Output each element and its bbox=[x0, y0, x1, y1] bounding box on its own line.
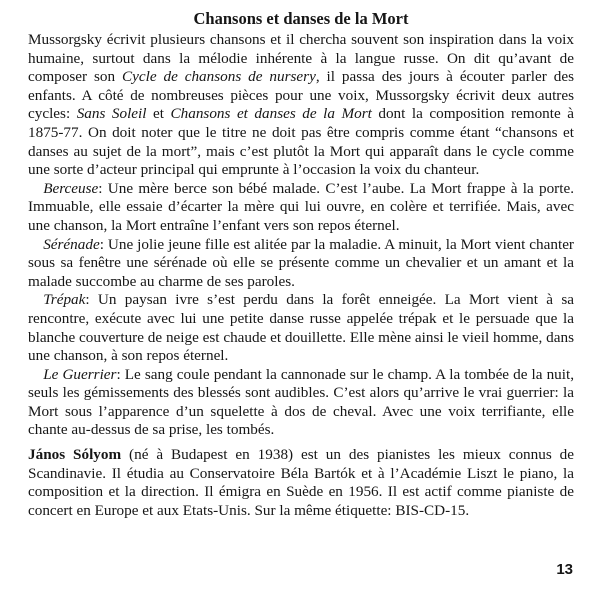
song-paragraph-berceuse bbox=[28, 180, 574, 236]
song-title: Le Guerrier bbox=[43, 365, 117, 383]
artist-name: János Sólyom bbox=[28, 446, 122, 464]
page-number: 13 bbox=[556, 561, 573, 578]
song-paragraph-guerrier bbox=[28, 366, 574, 440]
intro-text-2: , il passa des jours à écouter parler des enfants. A côté de nombreuses pièces pour une voix, Mussorgsky écrivit deux autres cycles: bbox=[28, 68, 574, 123]
work-title-chansons-danses: Chansons et danses de la Mort bbox=[170, 105, 372, 123]
intro-text-3: et bbox=[146, 105, 171, 123]
song-description: : Un paysan ivre s’est perdu dans la forêt enneigée. La Mort vient à sa rencontre, exécute avec lui une petite danse russe appelée trépak et le persuade que la blanche couverture de neige est chaude et douillette. Elle mène ainsi le vieil homme, dans une chanson, à son repos éternel. bbox=[28, 291, 574, 365]
section-title: Chansons et danses de la Mort bbox=[193, 9, 409, 28]
song-title: Berceuse bbox=[43, 179, 99, 197]
booklet-page bbox=[28, 8, 574, 520]
work-title-sans-soleil: Sans Soleil bbox=[76, 105, 147, 123]
song-description: : Une mère berce son bébé malade. C’est l’aube. La Mort frappe à la porte. Immuable, elle essaie d’écarter la mère qui lui ouvre, en colère et terrifiée. Mais, avec une chanson, la Mort entraîne l’enfant vers son repos éternel. bbox=[28, 179, 574, 234]
song-paragraph-trepak bbox=[28, 291, 574, 365]
biography-text: (né à Budapest en 1938) est un des pianistes les mieux connus de Scandinavie. Il étudia au Conservatoire Béla Bartók et à l’Académie Liszt le piano, la composition et la direction. Il émigra en Suède en 1956. Il est actif comme pianiste de concert en Europe et aux Etats-Unis. Sur la même étiquette: BIS-CD-15. bbox=[28, 446, 574, 519]
song-description: : Une jolie jeune fille est alitée par la maladie. A minuit, la Mort vient chanter sous sa fenêtre une sérénade où elle se présente comme un chevalier et un amant et la malade succombe au charme de ses paroles. bbox=[28, 235, 574, 290]
biography-paragraph bbox=[28, 446, 574, 520]
song-title: Sérénade bbox=[43, 235, 100, 253]
intro-text-4: dont la composition remonte à 1875-77. On doit noter que le titre ne doit pas être compris comme étant “chansons et danses au sujet de la mort”, mais c’est plutôt la Mort qui apparaît dans le cycle comme une sorte d’acteur principal qui emprunte à l’occasion la voix du chanteur. bbox=[28, 105, 574, 179]
song-title: Trépak bbox=[43, 291, 86, 309]
intro-paragraph bbox=[28, 31, 574, 180]
song-paragraph-serenade bbox=[28, 236, 574, 292]
intro-text-1: Mussorgsky écrivit plusieurs chansons et il chercha souvent son inspiration dans la voix humaine, surtout dans la mélodie inhérente à la langue russe. On dit qu’avant de composer son bbox=[28, 31, 574, 86]
song-description: : Le sang coule pendant la cannonade sur le champ. A la tombée de la nuit, seuls les gémissements des blessés sont audibles. C’est alors qu’arrive le vrai guerrier: la Mort sous l’apparence d’un squelette à dos de cheval. Avec une voix terrifiante, elle chante au-dessus de sa prise, les tombés. bbox=[28, 365, 574, 439]
work-title-nursery: Cycle de chansons de nursery bbox=[121, 68, 316, 86]
